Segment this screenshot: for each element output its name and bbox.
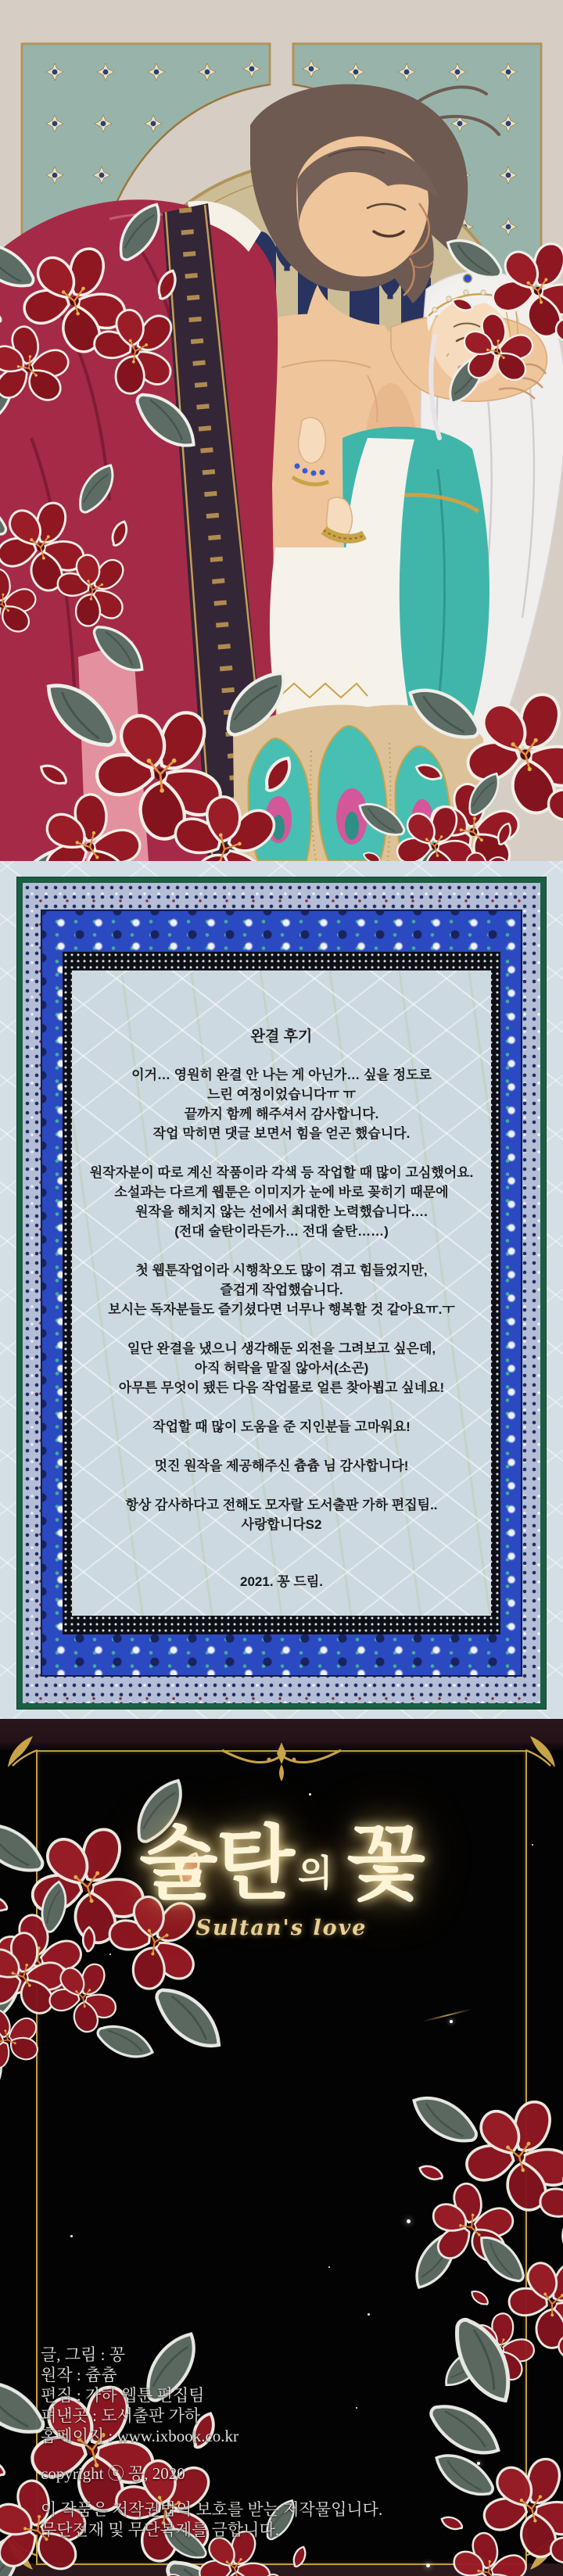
rights-notice-line: 이 작품은 저작권법의 보호를 받는 저작물입니다.	[41, 2500, 383, 2519]
sparkle	[450, 2020, 453, 2023]
credit-line-homepage: 홈페이지 : www.ixbook.co.kr	[41, 2427, 239, 2445]
sparkle	[328, 2266, 330, 2268]
afterword-line: 원작을 해치지 않는 선에서 최대한 노력했습니다….	[135, 1204, 428, 1219]
credit-line: 글, 그림 : 꽁	[41, 2345, 125, 2364]
sparkle	[407, 2219, 411, 2223]
afterword-line: 느린 여정이었습니다ㅠ ㅠ	[206, 1087, 357, 1102]
cover-illustration-canvas	[0, 0, 563, 861]
afterword-signature	[72, 1572, 491, 1591]
afterword-paragraph	[72, 1163, 491, 1241]
outro-panel	[0, 1719, 563, 2576]
afterword-line: 소설과는 다르게 웹툰은 이미지가 눈에 바로 꽂히기 때문에	[114, 1185, 449, 1200]
credit-line: 펴낸곳 : 도서출판 가하	[41, 2406, 201, 2425]
afterword-line: 끝까지 함께 해주셔서 감사합니다.	[184, 1107, 379, 1121]
sparkle	[309, 1793, 311, 1796]
title-block	[0, 1815, 563, 1941]
afterword-paragraph	[72, 1065, 491, 1143]
afterword-line: 항상 감사하다고 전해도 모자랄 도서출판 가하 편집팀..	[125, 1498, 438, 1512]
afterword-line: 멋진 원작을 제공해주신 츔츔 님 감사합니다!	[154, 1458, 409, 1473]
afterword-line: 2021. 꽁 드림.	[240, 1574, 323, 1589]
rights-notice-line: 무단전재 및 무단복제를 금합니다.	[41, 2520, 280, 2539]
series-subtitle: Sultan's love	[195, 1916, 368, 1941]
afterword-panel	[0, 861, 563, 1719]
afterword-paragraph	[72, 1339, 491, 1397]
afterword-paragraph	[72, 1261, 491, 1319]
credits-block	[41, 2345, 382, 2540]
credit-line: 편집 : 가하 웹툰 편집팀	[41, 2386, 205, 2405]
afterword-line: 보시는 독자분들도 즐기셨다면 너무나 행복할 것 같아요ㅠ.ㅜ	[108, 1302, 455, 1317]
credit-line: 원작 : 츔츔	[41, 2366, 117, 2384]
afterword-line: 작업 막히면 댓글 보면서 힘을 얻곤 했습니다.	[152, 1126, 411, 1141]
carpet-border-green	[17, 877, 546, 1709]
afterword-paragraph	[72, 1495, 491, 1534]
cover-illustration	[0, 0, 563, 861]
sparkle	[70, 2235, 73, 2237]
series-title	[0, 1815, 563, 1911]
afterword-line: 아직 허락을 맡질 않아서(소곤)	[194, 1361, 369, 1376]
afterword-line: 첫 웹툰작업이라 시행착오도 많이 겪고 힘들었지만,	[135, 1263, 428, 1278]
rights-notice	[41, 2499, 382, 2540]
afterword-line: 원작자분이 따로 계신 작품이라 각색 등 작업할 때 많이 고심했어요.	[89, 1165, 474, 1180]
sparkle	[426, 2563, 430, 2567]
afterword-paragraph	[72, 1417, 491, 1437]
afterword-line: 아무튼 무엇이 됐든 다음 작업물로 얼른 찾아뵙고 싶네요!	[118, 1380, 445, 1395]
title-part: 꽃	[346, 1815, 424, 1911]
afterword-heading: 완결 후기	[250, 1028, 313, 1045]
afterword-line: 작업할 때 많이 도움을 준 지인분들 고마워요!	[152, 1419, 411, 1434]
afterword-line: 사랑합니다S2	[241, 1517, 322, 1532]
afterword-line: (전대 술탄이라든가… 전대 술탄……)	[174, 1224, 389, 1239]
sparkle	[477, 2462, 480, 2465]
afterword-line: 이거… 영원히 완결 안 나는 게 아닌가… 싶을 정도로	[131, 1067, 432, 1082]
title-part: 술탄	[139, 1815, 294, 1911]
copyright-line: copyright ⓒ 꽁, 2020	[41, 2464, 185, 2483]
sparkle	[368, 2313, 370, 2316]
afterword-paragraph	[72, 1456, 491, 1476]
afterword-line: 즐겁게 작업했습니다.	[220, 1283, 343, 1297]
sparkle	[109, 1954, 111, 1955]
title-part: 의	[298, 1852, 332, 1894]
afterword-line: 일단 완결을 냈으니 생각해둔 외전을 그려보고 싶은데,	[127, 1341, 436, 1356]
afterword-letter	[72, 970, 491, 1616]
